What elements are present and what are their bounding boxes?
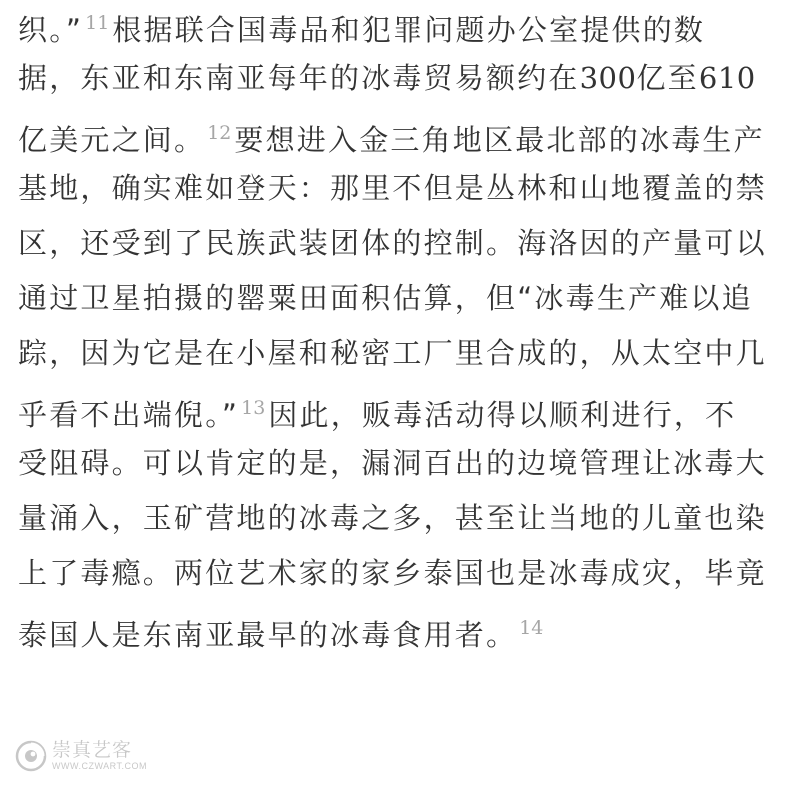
text-run: 亿至 <box>636 61 699 95</box>
text-run: 通过卫星拍摄的罂粟田面积估算，但“冰毒生产难以追 <box>18 281 753 315</box>
footnote-marker[interactable]: 14 <box>519 617 544 639</box>
text-run: 织。” <box>18 13 84 47</box>
text-run: 因此，贩毒活动得以顺利进行，不 <box>268 398 737 432</box>
text-run: 据，东亚和东南亚每年的冰毒贸易额约在 <box>18 61 580 95</box>
text-run: 踪，因为它是在小屋和秘密工厂里合成的，从太空中几 <box>18 336 767 370</box>
text-run: 亿美元之间。 <box>18 123 206 157</box>
text-line <box>18 51 788 106</box>
text-line <box>18 271 788 326</box>
text-run: 上了毒瘾。两位艺术家的家乡泰国也是冰毒成灾，毕竟 <box>18 556 767 590</box>
text-run: 基地，确实难如登天：那里不但是丛林和山地覆盖的禁 <box>18 171 767 205</box>
text-line <box>18 326 788 381</box>
text-run: 根据联合国毒品和犯罪问题办公室提供的数 <box>112 13 706 47</box>
text-line <box>18 0 788 51</box>
text-run: 要想进入金三角地区最北部的冰毒生产 <box>234 123 765 157</box>
watermark-url: WWW.CZWART.COM <box>52 761 147 771</box>
text-run: 量涌入，玉矿营地的冰毒之多，甚至让当地的儿童也染 <box>18 501 767 535</box>
watermark-title: 崇真艺客 <box>52 739 133 761</box>
text-line <box>18 216 788 271</box>
text-line <box>18 491 788 546</box>
watermark-text <box>52 741 147 771</box>
text-line <box>18 601 788 656</box>
footnote-marker[interactable]: 13 <box>241 397 266 419</box>
article-body <box>18 0 788 656</box>
watermark <box>14 736 147 776</box>
text-run: 区，还受到了民族武装团体的控制。海洛因的产量可以 <box>18 226 767 260</box>
text-line <box>18 546 788 601</box>
text-line <box>18 106 788 161</box>
text-line <box>18 381 788 436</box>
text-run: 受阻碍。可以肯定的是，漏洞百出的边境管理让冰毒大 <box>18 446 767 480</box>
text-run: 泰国人是东南亚最早的冰毒食用者。 <box>18 618 518 652</box>
watermark-logo-icon <box>14 739 48 773</box>
number-run: 300 <box>579 61 637 95</box>
text-line <box>18 436 788 491</box>
text-line <box>18 161 788 216</box>
number-run: 610 <box>698 61 756 95</box>
text-run: 乎看不出端倪。” <box>18 398 240 432</box>
footnote-marker[interactable]: 12 <box>207 122 232 144</box>
footnote-marker[interactable]: 11 <box>85 12 110 34</box>
